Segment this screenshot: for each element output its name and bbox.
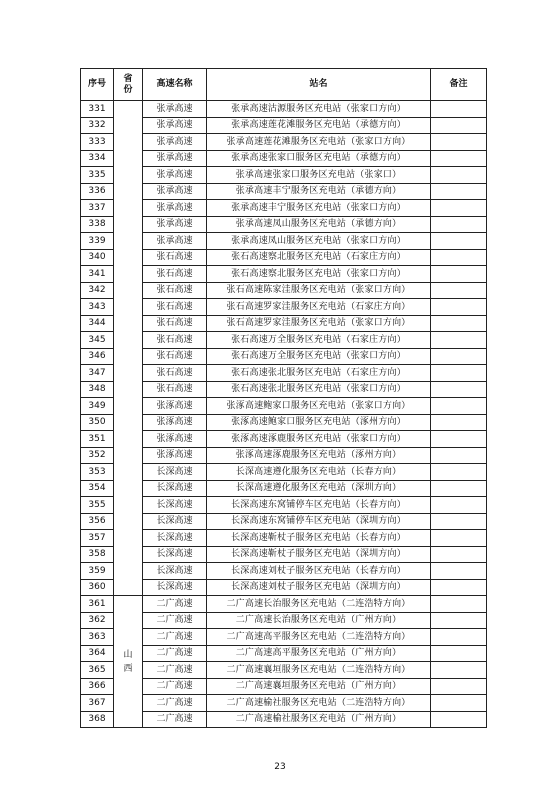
- row-index: 347: [81, 365, 114, 382]
- row-station: 张涿高速鲍家口服务区充电站（涿州方向）: [207, 414, 431, 431]
- province-char: 西: [123, 663, 133, 674]
- row-note: [431, 134, 487, 151]
- row-highway: 张石高速: [143, 381, 207, 398]
- row-station: 张承高速丰宁服务区充电站（承德方向）: [207, 183, 431, 200]
- row-highway: 张涿高速: [143, 398, 207, 415]
- row-station: 张石高速陈家洼服务区充电站（张家口方向）: [207, 282, 431, 299]
- row-index: 350: [81, 414, 114, 431]
- row-index: 332: [81, 117, 114, 134]
- row-note: [431, 216, 487, 233]
- row-highway: 长深高速: [143, 480, 207, 497]
- row-station: 张涿高速鲍家口服务区充电站（张家口方向）: [207, 398, 431, 415]
- row-index: 351: [81, 431, 114, 448]
- row-highway: 张石高速: [143, 315, 207, 332]
- row-highway: 张涿高速: [143, 414, 207, 431]
- row-note: [431, 629, 487, 646]
- row-highway: 二广高速: [143, 695, 207, 712]
- row-note: [431, 530, 487, 547]
- row-highway: 长深高速: [143, 464, 207, 481]
- row-station: 张石高速察北服务区充电站（张家口方向）: [207, 266, 431, 283]
- row-note: [431, 299, 487, 316]
- row-index: 338: [81, 216, 114, 233]
- row-index: 342: [81, 282, 114, 299]
- row-index: 353: [81, 464, 114, 481]
- row-note: [431, 150, 487, 167]
- row-station: 张石高速察北服务区充电站（石家庄方向）: [207, 249, 431, 266]
- row-index: 333: [81, 134, 114, 151]
- row-index: 343: [81, 299, 114, 316]
- row-index: 341: [81, 266, 114, 283]
- row-station: 张石高速张北服务区充电站（石家庄方向）: [207, 365, 431, 382]
- row-index: 331: [81, 101, 114, 118]
- row-note: [431, 249, 487, 266]
- row-highway: 张承高速: [143, 150, 207, 167]
- row-note: [431, 596, 487, 613]
- row-note: [431, 579, 487, 596]
- row-note: [431, 282, 487, 299]
- row-note: [431, 678, 487, 695]
- row-highway: 二广高速: [143, 678, 207, 695]
- table-header-row: [81, 69, 487, 101]
- row-note: [431, 315, 487, 332]
- row-station: 二广高速高平服务区充电站（广州方向）: [207, 645, 431, 662]
- row-station: 张承高速凤山服务区充电站（张家口方向）: [207, 233, 431, 250]
- row-highway: 张石高速: [143, 249, 207, 266]
- row-highway: 长深高速: [143, 530, 207, 547]
- row-index: 345: [81, 332, 114, 349]
- header-province: [114, 69, 143, 101]
- row-highway: 二广高速: [143, 612, 207, 629]
- row-index: 346: [81, 348, 114, 365]
- row-station: 张石高速万全服务区充电站（张家口方向）: [207, 348, 431, 365]
- row-note: [431, 183, 487, 200]
- row-index: 354: [81, 480, 114, 497]
- row-highway: 张石高速: [143, 365, 207, 382]
- row-station: 长深高速东窝铺停车区充电站（深圳方向）: [207, 513, 431, 530]
- row-highway: 二广高速: [143, 645, 207, 662]
- row-highway: 张承高速: [143, 200, 207, 217]
- row-station: 二广高速襄垣服务区充电站（广州方向）: [207, 678, 431, 695]
- row-note: [431, 101, 487, 118]
- row-highway: 张涿高速: [143, 431, 207, 448]
- row-note: [431, 414, 487, 431]
- row-index: 366: [81, 678, 114, 695]
- row-station: 张承高速莲花滩服务区充电站（张家口方向）: [207, 134, 431, 151]
- row-highway: 二广高速: [143, 711, 207, 728]
- table-row: [81, 596, 487, 613]
- row-highway: 张石高速: [143, 299, 207, 316]
- row-index: 355: [81, 497, 114, 514]
- row-station: 张承高速沽源服务区充电站（张家口方向）: [207, 101, 431, 118]
- row-index: 367: [81, 695, 114, 712]
- row-note: [431, 167, 487, 184]
- row-station: 长深高速东窝铺停车区充电站（长春方向）: [207, 497, 431, 514]
- row-note: [431, 117, 487, 134]
- row-highway: 长深高速: [143, 546, 207, 563]
- row-station: 张承高速丰宁服务区充电站（张家口方向）: [207, 200, 431, 217]
- row-index: 360: [81, 579, 114, 596]
- row-index: 356: [81, 513, 114, 530]
- row-index: 340: [81, 249, 114, 266]
- row-highway: 张承高速: [143, 233, 207, 250]
- row-station: 二广高速榆社服务区充电站（二连浩特方向）: [207, 695, 431, 712]
- row-index: 361: [81, 596, 114, 613]
- province-cell: [114, 596, 143, 728]
- header-highway: 高速名称: [143, 69, 207, 101]
- row-index: 337: [81, 200, 114, 217]
- row-station: 张承高速莲花滩服务区充电站（承德方向）: [207, 117, 431, 134]
- row-station: 张承高速张家口服务区充电站（张家口）: [207, 167, 431, 184]
- row-station: 张石高速张北服务区充电站（张家口方向）: [207, 381, 431, 398]
- row-index: 357: [81, 530, 114, 547]
- row-note: [431, 332, 487, 349]
- row-index: 362: [81, 612, 114, 629]
- row-note: [431, 431, 487, 448]
- page-number: 23: [274, 762, 286, 772]
- row-highway: 长深高速: [143, 513, 207, 530]
- row-note: [431, 348, 487, 365]
- row-highway: 张承高速: [143, 101, 207, 118]
- row-index: 334: [81, 150, 114, 167]
- row-station: 长深高速靳杖子服务区充电站（深圳方向）: [207, 546, 431, 563]
- row-note: [431, 546, 487, 563]
- row-index: 339: [81, 233, 114, 250]
- row-index: 352: [81, 447, 114, 464]
- row-highway: 张石高速: [143, 348, 207, 365]
- row-station: 张承高速凤山服务区充电站（承德方向）: [207, 216, 431, 233]
- row-note: [431, 381, 487, 398]
- row-station: 长深高速刘杖子服务区充电站（长春方向）: [207, 563, 431, 580]
- row-highway: 张石高速: [143, 282, 207, 299]
- row-station: 长深高速遵化服务区充电站（深圳方向）: [207, 480, 431, 497]
- row-highway: 二广高速: [143, 662, 207, 679]
- row-index: 344: [81, 315, 114, 332]
- row-highway: 二广高速: [143, 596, 207, 613]
- row-station: 张石高速罗家洼服务区充电站（石家庄方向）: [207, 299, 431, 316]
- row-highway: 张石高速: [143, 332, 207, 349]
- row-index: 363: [81, 629, 114, 646]
- row-station: 长深高速刘杖子服务区充电站（深圳方向）: [207, 579, 431, 596]
- row-highway: 长深高速: [143, 497, 207, 514]
- table-body: [81, 101, 487, 728]
- row-note: [431, 464, 487, 481]
- row-highway: 长深高速: [143, 563, 207, 580]
- row-note: [431, 711, 487, 728]
- row-station: 二广高速长治服务区充电站（二连浩特方向）: [207, 596, 431, 613]
- header-index: 序号: [81, 69, 114, 101]
- table-row: [81, 101, 487, 118]
- row-note: [431, 266, 487, 283]
- row-station: 长深高速遵化服务区充电站（长春方向）: [207, 464, 431, 481]
- row-note: [431, 398, 487, 415]
- row-index: 365: [81, 662, 114, 679]
- row-station: 二广高速榆社服务区充电站（广州方向）: [207, 711, 431, 728]
- row-index: 349: [81, 398, 114, 415]
- row-highway: 二广高速: [143, 629, 207, 646]
- province-cell: [114, 101, 143, 596]
- row-index: 335: [81, 167, 114, 184]
- row-index: 359: [81, 563, 114, 580]
- row-highway: 张承高速: [143, 216, 207, 233]
- row-index: 336: [81, 183, 114, 200]
- row-station: 长深高速靳杖子服务区充电站（长春方向）: [207, 530, 431, 547]
- row-note: [431, 662, 487, 679]
- row-highway: 张承高速: [143, 167, 207, 184]
- row-highway: 张承高速: [143, 117, 207, 134]
- row-highway: 张涿高速: [143, 447, 207, 464]
- row-station: 张承高速张家口服务区充电站（承德方向）: [207, 150, 431, 167]
- row-station: 张石高速罗家洼服务区充电站（张家口方向）: [207, 315, 431, 332]
- charging-station-table: [80, 68, 487, 728]
- row-note: [431, 365, 487, 382]
- row-station: 张石高速万全服务区充电站（石家庄方向）: [207, 332, 431, 349]
- row-note: [431, 612, 487, 629]
- row-highway: 张石高速: [143, 266, 207, 283]
- header-note: 备注: [431, 69, 487, 101]
- row-station: 张涿高速涿鹿服务区充电站（涿州方向）: [207, 447, 431, 464]
- row-note: [431, 695, 487, 712]
- row-note: [431, 563, 487, 580]
- row-index: 368: [81, 711, 114, 728]
- row-highway: 长深高速: [143, 579, 207, 596]
- row-note: [431, 447, 487, 464]
- header-station: 站名: [207, 69, 431, 101]
- row-note: [431, 497, 487, 514]
- row-note: [431, 233, 487, 250]
- row-index: 348: [81, 381, 114, 398]
- row-note: [431, 645, 487, 662]
- header-province-label: 省份: [123, 73, 133, 95]
- row-station: 二广高速高平服务区充电站（二连浩特方向）: [207, 629, 431, 646]
- row-note: [431, 200, 487, 217]
- row-highway: 张承高速: [143, 134, 207, 151]
- row-note: [431, 513, 487, 530]
- row-index: 364: [81, 645, 114, 662]
- row-index: 358: [81, 546, 114, 563]
- row-station: 二广高速长治服务区充电站（广州方向）: [207, 612, 431, 629]
- row-station: 二广高速襄垣服务区充电站（二连浩特方向）: [207, 662, 431, 679]
- province-char: 山: [123, 649, 133, 660]
- row-highway: 张承高速: [143, 183, 207, 200]
- row-note: [431, 480, 487, 497]
- row-station: 张涿高速涿鹿服务区充电站（张家口方向）: [207, 431, 431, 448]
